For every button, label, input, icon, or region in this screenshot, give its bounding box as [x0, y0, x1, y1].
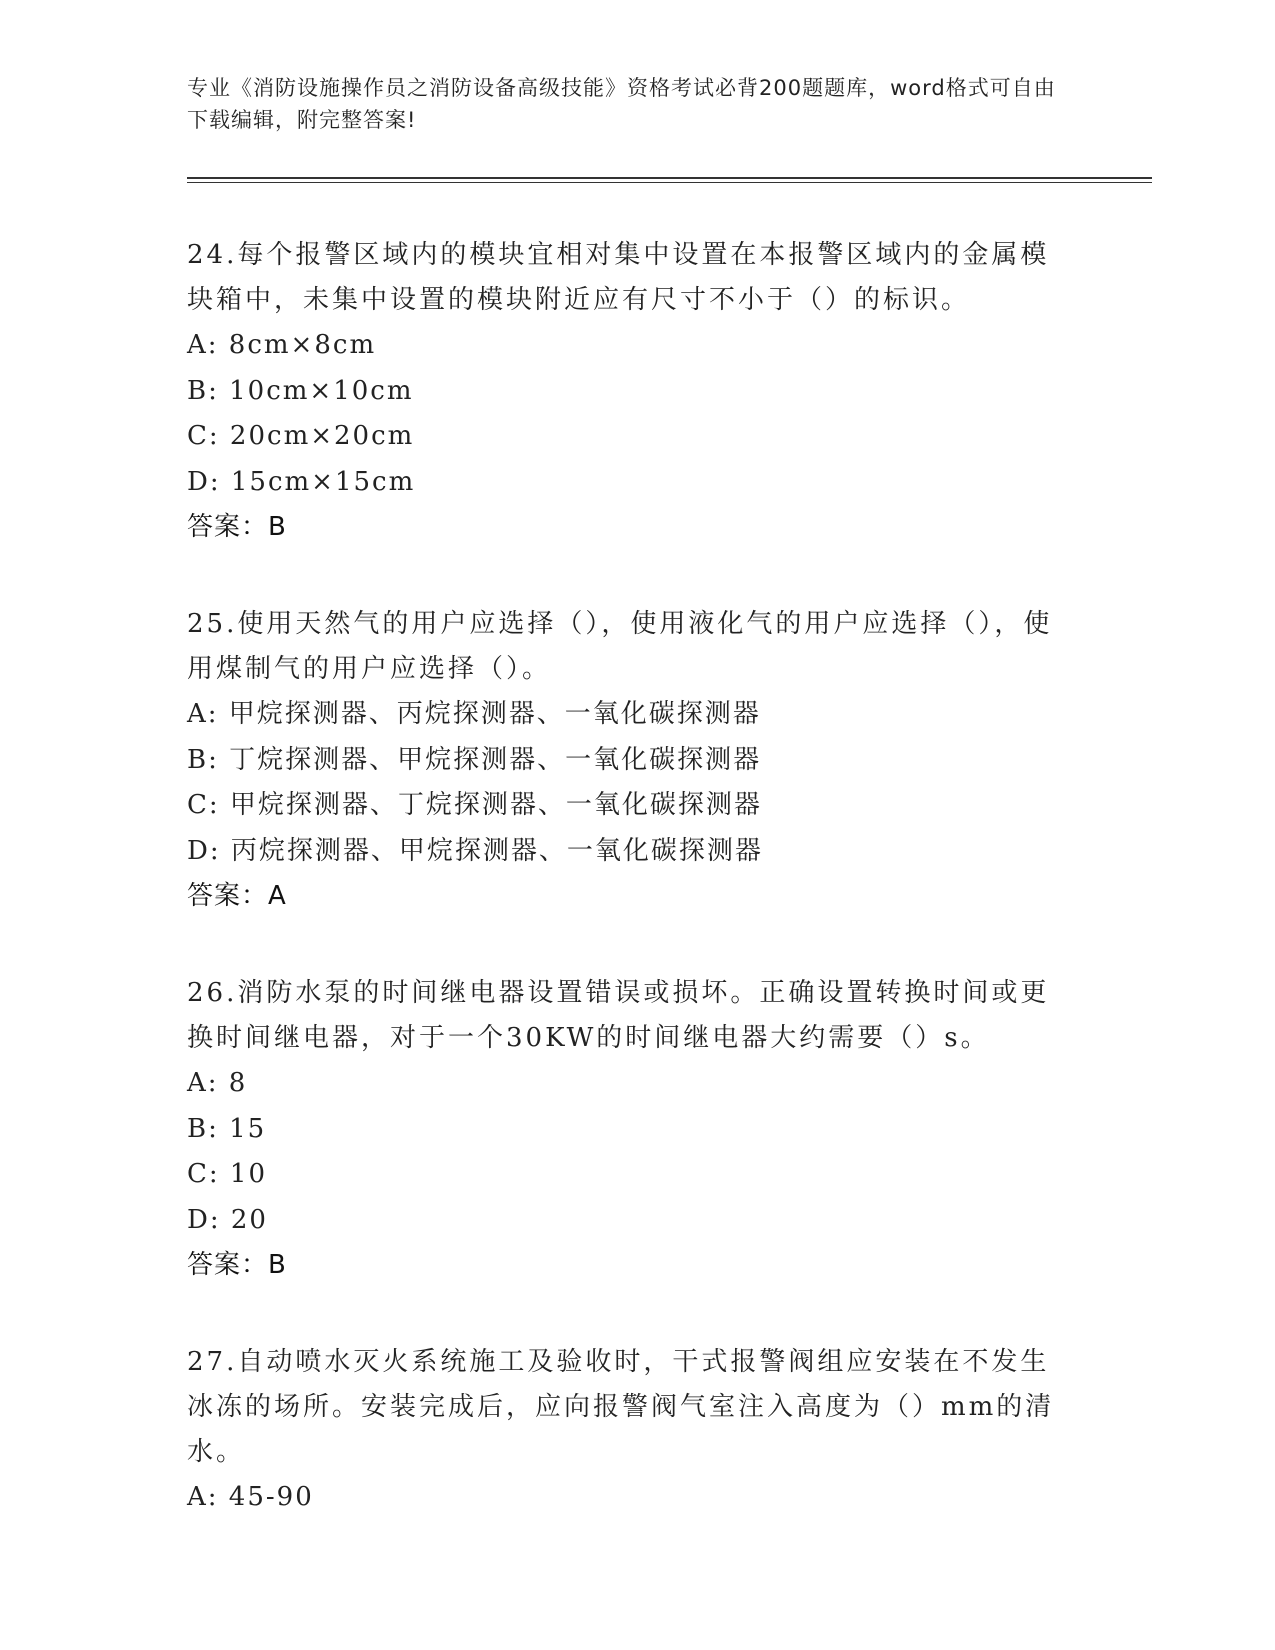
option-b: B: 15 [187, 1113, 267, 1144]
option-a: A: 甲烷探测器、丙烷探测器、一氧化碳探测器 [187, 699, 761, 729]
option-d: D: 丙烷探测器、甲烷探测器、一氧化碳探测器 [187, 835, 763, 866]
option-c: C: 10 [187, 1159, 268, 1189]
option-b: B: 10cm×10cm [187, 375, 414, 406]
question-stem: 24.每个报警区域内的模块宜相对集中设置在本报警区域内的金属模块箱中，未集中设置的模块附近应有尺寸不小于（）的标识。 [187, 240, 1050, 315]
question-26 [187, 971, 1067, 1288]
option-d: D: 20 [187, 1204, 268, 1235]
answer-label: 答案：A [187, 881, 287, 911]
option-c: C: 甲烷探测器、丁烷探测器、一氧化碳探测器 [187, 790, 762, 820]
option-a: A: 45-90 [187, 1482, 314, 1512]
option-a: A: 8 [187, 1068, 248, 1098]
option-c: C: 20cm×20cm [187, 421, 415, 451]
header-divider [187, 177, 1152, 179]
question-stem: 27.自动喷水灭火系统施工及验收时，干式报警阀组应安装在不发生冰冻的场所。安装完成后，应向报警阀气室注入高度为（）mm的清水。 [187, 1347, 1055, 1467]
option-d: D: 15cm×15cm [187, 466, 416, 497]
question-25 [187, 602, 1067, 919]
question-24 [187, 233, 1067, 550]
option-a: A: 8cm×8cm [187, 330, 377, 360]
option-b: B: 丁烷探测器、甲烷探测器、一氧化碳探测器 [187, 744, 762, 775]
header-divider-thin [187, 182, 1152, 183]
answer-label: 答案：B [187, 512, 287, 542]
question-27 [187, 1340, 1067, 1521]
answer-label: 答案：B [187, 1250, 287, 1280]
question-list [187, 233, 1067, 1573]
document-intro: 专业《消防设施操作员之消防设备高级技能》资格考试必背200题题库，word格式可自由下载编辑，附完整答案! [187, 76, 1056, 132]
question-stem: 26.消防水泵的时间继电器设置错误或损坏。正确设置转换时间或更换时间继电器，对于一个30KW的时间继电器大约需要（）s。 [187, 978, 1050, 1053]
question-stem: 25.使用天然气的用户应选择（），使用液化气的用户应选择（），使用煤制气的用户应选择（）。 [187, 609, 1053, 684]
